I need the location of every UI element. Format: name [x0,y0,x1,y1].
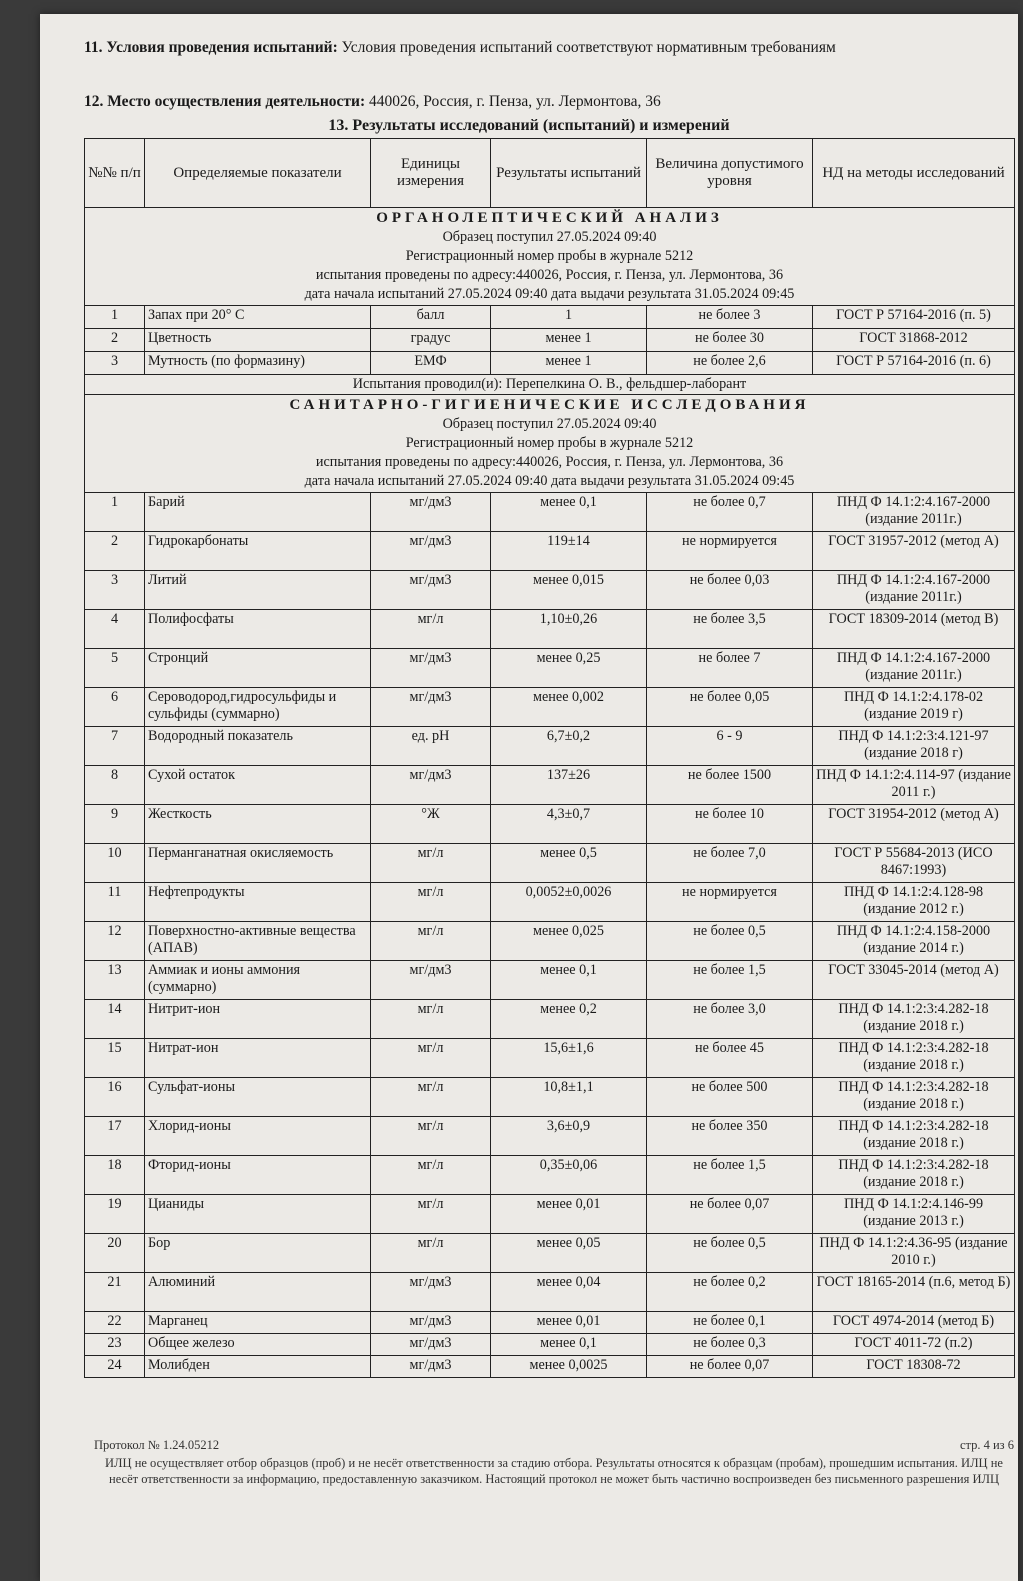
sample-registration: Регистрационный номер пробы в журнале 5212 [405,248,694,264]
table-row [85,766,1015,805]
indicator-name: Гидрокарбонаты [145,532,371,571]
footer [94,1437,1014,1487]
limit: не более 10 [647,805,813,844]
method: ПНД Ф 14.1:2:4.146-99 (издание 2013 г.) [813,1195,1015,1234]
result: 0,0052±0,0026 [491,883,647,922]
unit: мг/дм3 [371,961,491,1000]
indicator-name: Водородный показатель [145,727,371,766]
method: ПНД Ф 14.1:2:3:4.282-18 (издание 2018 г.) [813,1000,1015,1039]
limit: не более 500 [647,1078,813,1117]
result: менее 0,01 [491,1312,647,1334]
limit: не более 0,3 [647,1334,813,1356]
table-row [85,1234,1015,1273]
indicator-name: Нитрат-ион [145,1039,371,1078]
result: 10,8±1,1 [491,1078,647,1117]
unit: мг/дм3 [371,493,491,532]
test-dates: дата начала испытаний 27.05.2024 09:40 дата выдачи результата 31.05.2024 09:45 [304,286,795,302]
method: ПНД Ф 14.1:2:4.167-2000 (издание 2011г.) [813,649,1015,688]
row-number: 23 [85,1334,145,1356]
row-number: 12 [85,922,145,961]
indicator-name: Поверхностно-активные вещества (АПАВ) [145,922,371,961]
unit: мг/дм3 [371,1356,491,1378]
row-number: 2 [85,532,145,571]
method: ГОСТ 31957-2012 (метод А) [813,532,1015,571]
test-address: испытания проведены по адресу:440026, Россия, г. Пенза, ул. Лермонтова, 36 [315,454,784,470]
row-number: 17 [85,1117,145,1156]
table-row [85,727,1015,766]
limit: не более 7,0 [647,844,813,883]
col-method: НД на методы исследований [813,139,1015,208]
conditions-line [84,38,964,58]
method: ГОСТ 18309-2014 (метод В) [813,610,1015,649]
indicator-name: Сухой остаток [145,766,371,805]
row-number: 16 [85,1078,145,1117]
col-result: Результаты испытаний [491,139,647,208]
table-row [85,1117,1015,1156]
table-row [85,1039,1015,1078]
row-number: 4 [85,610,145,649]
method: ГОСТ 4974-2014 (метод Б) [813,1312,1015,1334]
section-sanitary-header [85,395,1015,493]
indicator-name: Общее железо [145,1334,371,1356]
result: менее 1 [491,329,647,352]
result: менее 0,025 [491,922,647,961]
table-row [85,1000,1015,1039]
limit: не более 3 [647,306,813,329]
table-row [85,961,1015,1000]
indicator-name: Стронций [145,649,371,688]
sample-received: Образец поступил 27.05.2024 09:40 [442,229,657,245]
indicator-name: Барий [145,493,371,532]
result: менее 0,04 [491,1273,647,1312]
row-number: 24 [85,1356,145,1378]
unit: мг/дм3 [371,1334,491,1356]
row-number: 2 [85,329,145,352]
method: ПНД Ф 14.1:2:4.167-2000 (издание 2011г.) [813,571,1015,610]
indicator-name: Нитрит-ион [145,1000,371,1039]
unit: балл [371,306,491,329]
limit: не более 3,5 [647,610,813,649]
unit: мг/л [371,844,491,883]
method: ПНД Ф 14.1:2:4.167-2000 (издание 2011г.) [813,493,1015,532]
row-number: 14 [85,1000,145,1039]
table-row [85,688,1015,727]
method: ПНД Ф 14.1:2:4.114-97 (издание 2011 г.) [813,766,1015,805]
section-organoleptic-header [85,208,1015,306]
indicator-name: Сероводород,гидросульфиды и сульфиды (суммарно) [145,688,371,727]
result: 1 [491,306,647,329]
limit: не более 0,05 [647,688,813,727]
method: ПНД Ф 14.1:2:3:4.282-18 (издание 2018 г.) [813,1156,1015,1195]
row-number: 18 [85,1156,145,1195]
table-row [85,493,1015,532]
method: ГОСТ 4011-72 (п.2) [813,1334,1015,1356]
method: ПНД Ф 14.1:2:4.128-98 (издание 2012 г.) [813,883,1015,922]
table-row [85,883,1015,922]
unit: мг/дм3 [371,649,491,688]
unit: мг/дм3 [371,571,491,610]
unit: °Ж [371,805,491,844]
table-row [85,1334,1015,1356]
location-line [84,92,661,112]
unit: мг/л [371,1117,491,1156]
limit: не более 7 [647,649,813,688]
method: ГОСТ Р 57164-2016 (п. 6) [813,352,1015,375]
result: 6,7±0,2 [491,727,647,766]
unit: мг/дм3 [371,1312,491,1334]
indicator-name: Нефтепродукты [145,883,371,922]
result: менее 0,1 [491,493,647,532]
table-row [85,1195,1015,1234]
row-number: 3 [85,571,145,610]
method: ГОСТ 33045-2014 (метод А) [813,961,1015,1000]
indicator-name: Аммиак и ионы аммония (суммарно) [145,961,371,1000]
indicator-name: Запах при 20° С [145,306,371,329]
col-indicator: Определяемые показатели [145,139,371,208]
method: ГОСТ Р 57164-2016 (п. 5) [813,306,1015,329]
unit: мг/л [371,610,491,649]
result: менее 0,2 [491,1000,647,1039]
results-table [84,138,1015,1378]
table-row [85,352,1015,375]
unit: мг/л [371,1195,491,1234]
limit: не более 0,07 [647,1195,813,1234]
row-number: 10 [85,844,145,883]
result: менее 1 [491,352,647,375]
unit: градус [371,329,491,352]
limit: не более 0,03 [647,571,813,610]
col-number: №№ п/п [85,139,145,208]
table-row [85,532,1015,571]
result: менее 0,015 [491,571,647,610]
result: менее 0,1 [491,961,647,1000]
table-row [85,805,1015,844]
limit: не более 0,07 [647,1356,813,1378]
indicator-name: Сульфат-ионы [145,1078,371,1117]
indicator-name: Литий [145,571,371,610]
col-limit: Величина допустимого уровня [647,139,813,208]
limit: не нормируется [647,532,813,571]
indicator-name: Мутность (по формазину) [145,352,371,375]
table-row [85,306,1015,329]
row-number: 5 [85,649,145,688]
indicator-name: Перманганатная окисляемость [145,844,371,883]
method: ПНД Ф 14.1:2:4.178-02 (издание 2019 г) [813,688,1015,727]
limit: не более 1500 [647,766,813,805]
limit: не более 3,0 [647,1000,813,1039]
limit: не более 0,1 [647,1312,813,1334]
limit: не более 2,6 [647,352,813,375]
row-number: 3 [85,352,145,375]
disclaimer: ИЛЦ не осуществляет отбор образцов (проб) и не несёт ответственности за стадию отбора. Результаты относятся к образцам (пробам), прошедшим испытания. ИЛЦ не несёт ответственности за информацию, предоставленную заказчиком. Настоящий протокол не может быть частично воспроизведен без письменного разрешения ИЛЦ [105,1456,1003,1486]
location-label: 12. Место осуществления деятельности: [84,93,366,110]
test-dates: дата начала испытаний 27.05.2024 09:40 дата выдачи результата 31.05.2024 09:45 [304,473,795,489]
limit: не более 1,5 [647,1156,813,1195]
result: 137±26 [491,766,647,805]
result: 119±14 [491,532,647,571]
unit: мг/л [371,1078,491,1117]
table-header-row [85,139,1015,208]
unit: мг/дм3 [371,1273,491,1312]
method: ГОСТ 31954-2012 (метод А) [813,805,1015,844]
method: ПНД Ф 14.1:2:3:4.282-18 (издание 2018 г.) [813,1039,1015,1078]
row-number: 1 [85,493,145,532]
row-number: 7 [85,727,145,766]
result: менее 0,1 [491,1334,647,1356]
result: менее 0,5 [491,844,647,883]
result: менее 0,25 [491,649,647,688]
unit: мг/дм3 [371,532,491,571]
indicator-name: Хлорид-ионы [145,1117,371,1156]
sample-received: Образец поступил 27.05.2024 09:40 [442,416,657,432]
row-number: 9 [85,805,145,844]
conditions-text: Условия проведения испытаний соответствуют нормативным требованиям [337,39,836,56]
result: менее 0,002 [491,688,647,727]
method: ПНД Ф 14.1:2:4.158-2000 (издание 2014 г.) [813,922,1015,961]
unit: мг/дм3 [371,688,491,727]
unit: ЕМФ [371,352,491,375]
row-number: 22 [85,1312,145,1334]
table-row [85,571,1015,610]
indicator-name: Молибден [145,1356,371,1378]
unit: мг/л [371,922,491,961]
row-number: 13 [85,961,145,1000]
row-number: 11 [85,883,145,922]
indicator-name: Цветность [145,329,371,352]
unit: мг/л [371,1234,491,1273]
indicator-name: Фторид-ионы [145,1156,371,1195]
row-number: 15 [85,1039,145,1078]
performer-row [85,375,1015,395]
table-row [85,922,1015,961]
result: 1,10±0,26 [491,610,647,649]
indicator-name: Марганец [145,1312,371,1334]
page-number: стр. 4 из 6 [959,1438,1014,1452]
protocol-number: Протокол № 1.24.05212 [94,1438,220,1452]
section-title: САНИТАРНО-ГИГИЕНИЧЕСКИЕ ИССЛЕДОВАНИЯ [289,397,810,413]
result: менее 0,05 [491,1234,647,1273]
location-text: 440026, Россия, г. Пенза, ул. Лермонтова, 36 [365,93,661,110]
indicator-name: Цианиды [145,1195,371,1234]
sample-registration: Регистрационный номер пробы в журнале 5212 [405,435,694,451]
unit: мг/л [371,1156,491,1195]
col-unit: Единицы измерения [371,139,491,208]
protocol-sheet [40,14,1018,1581]
indicator-name: Жесткость [145,805,371,844]
limit: не более 45 [647,1039,813,1078]
table-row [85,329,1015,352]
unit: мг/л [371,883,491,922]
result: 0,35±0,06 [491,1156,647,1195]
indicator-name: Полифосфаты [145,610,371,649]
result: 3,6±0,9 [491,1117,647,1156]
result: менее 0,0025 [491,1356,647,1378]
row-number: 19 [85,1195,145,1234]
test-address: испытания проведены по адресу:440026, Россия, г. Пенза, ул. Лермонтова, 36 [315,267,784,283]
row-number: 21 [85,1273,145,1312]
limit: не более 350 [647,1117,813,1156]
row-number: 8 [85,766,145,805]
method: ГОСТ 18165-2014 (п.6, метод Б) [813,1273,1015,1312]
method: ПНД Ф 14.1:2:4.36-95 (издание 2010 г.) [813,1234,1015,1273]
method: ПНД Ф 14.1:2:3:4.121-97 (издание 2018 г) [813,727,1015,766]
unit: мг/л [371,1000,491,1039]
table-row [85,1156,1015,1195]
method: ГОСТ 31868-2012 [813,329,1015,352]
row-number: 1 [85,306,145,329]
method: ГОСТ 18308-72 [813,1356,1015,1378]
limit: не более 0,7 [647,493,813,532]
limit: не более 1,5 [647,961,813,1000]
table-row [85,610,1015,649]
result: менее 0,01 [491,1195,647,1234]
limit: 6 - 9 [647,727,813,766]
table-row [85,1078,1015,1117]
table-row [85,844,1015,883]
results-caption: 13. Результаты исследований (испытаний) и измерений [328,117,730,134]
conditions-label: 11. Условия проведения испытаний: [84,39,338,56]
limit: не более 0,2 [647,1273,813,1312]
indicator-name: Алюминий [145,1273,371,1312]
section-title: ОРГАНОЛЕПТИЧЕСКИЙ АНАЛИЗ [376,210,723,226]
table-row [85,1312,1015,1334]
method: ПНД Ф 14.1:2:3:4.282-18 (издание 2018 г.) [813,1078,1015,1117]
limit: не более 0,5 [647,1234,813,1273]
method: ГОСТ Р 55684-2013 (ИСО 8467:1993) [813,844,1015,883]
table-row [85,1356,1015,1378]
limit: не более 0,5 [647,922,813,961]
method: ПНД Ф 14.1:2:3:4.282-18 (издание 2018 г.) [813,1117,1015,1156]
table-row [85,649,1015,688]
indicator-name: Бор [145,1234,371,1273]
result: 4,3±0,7 [491,805,647,844]
result: 15,6±1,6 [491,1039,647,1078]
performer-text: Испытания проводил(и): Перепелкина О. В., фельдшер-лаборант [85,375,1015,395]
unit: мг/л [371,1039,491,1078]
limit: не более 30 [647,329,813,352]
unit: ед. pH [371,727,491,766]
row-number: 6 [85,688,145,727]
row-number: 20 [85,1234,145,1273]
limit: не нормируется [647,883,813,922]
table-row [85,1273,1015,1312]
unit: мг/дм3 [371,766,491,805]
